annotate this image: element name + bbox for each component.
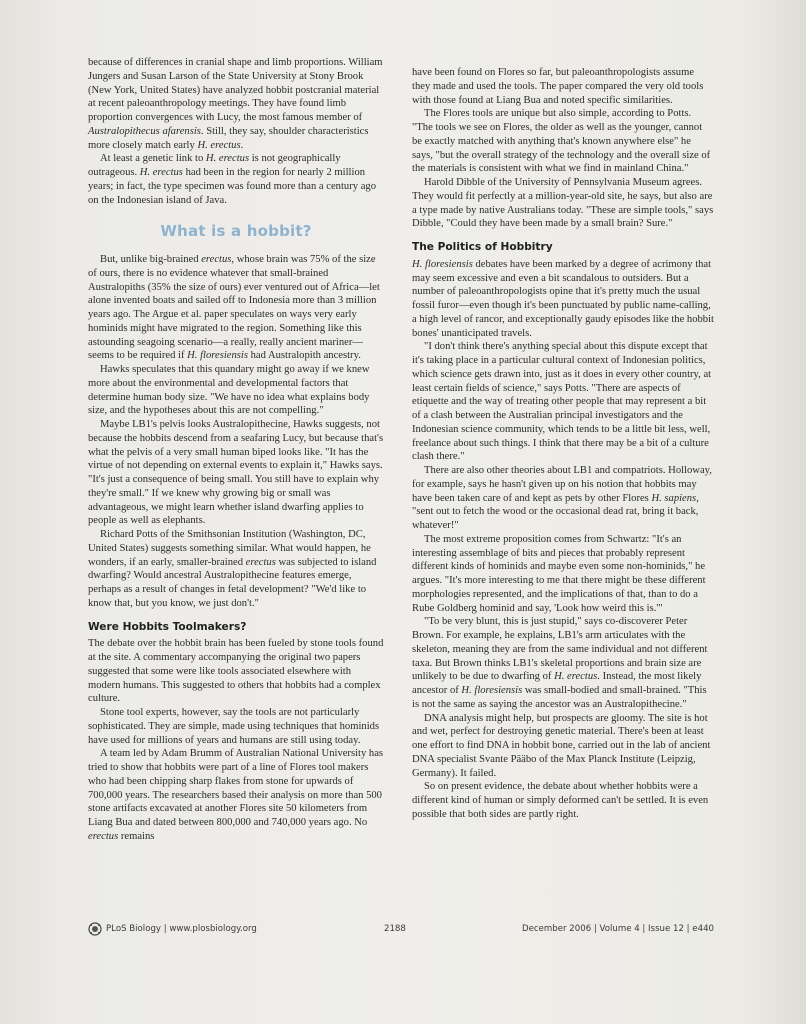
text-run: There are also other theories about LB1 and compatriots. Holloway, for example, says he hasn't given up on his notion that hobbits may have been taken care of and kept as pets by other Flores (412, 465, 712, 504)
paragraph: Maybe LB1's pelvis looks Australopithecine, Hawks suggests, not because the hobbits descend from a seafaring Lucy, but because that's what the pelvis of a very small human biped looks like. "It has the virtue of not depending on external events to explain it," Hawks says. "It's just a consequence of being small. You still have to explain why they're small." If we knew why growing big or small was advantageous, we might learn whether island dwarfing applies to people as well as elephants. (88, 419, 384, 527)
section-heading: The Politics of Hobbitry (412, 241, 553, 253)
paragraph: "I don't think there's anything special about this dispute except that it's taking place in a particular cultural context of Indonesian politics, which science gets drawn into, just as it does in every other country, at least certain fields of science," says Potts. "There are aspects of etiquette and the way of treating other people that may represent a bit of a clash between the Australian principal investigators and the Indonesian science community, which tends to be a little bit less, well, freelance about such things. I think that there may be a bit of a culture clash there." (412, 341, 712, 463)
paragraph (88, 152, 384, 207)
text-run: had Australopith ancestry. (247, 350, 361, 362)
page-footer (88, 922, 714, 938)
species-name: H. floresiensis (461, 685, 523, 696)
paragraph: have been found on Flores so far, but paleoanthropologists assume they made and used the tools. The paper compared the very old tools with those found at Liang Bua and noted specific similarities. (412, 67, 704, 106)
text-run: At least a genetic link to (100, 153, 206, 165)
footer-journal (88, 922, 257, 936)
text-run: . (240, 139, 244, 151)
species-name: H. erectus (197, 139, 241, 151)
text-run: A team led by Adam Brumm of Australian National University has tried to show that hobbits were part of a line of Flores tool makers who had been chipping sharp flakes from stone for upwards of 700,000 years. The researchers based their analysis on more than 500 stone artifacts excavated at another Flores site 50 kilometers from Liang Bua and dated between 800,000 and 740,000 years ago. No (88, 748, 384, 828)
paragraph: DNA analysis might help, but prospects are gloomy. The site is hot and wet, perfect for destroying genetic material. There's been at least one effort to find DNA in hobbit bone, carried out in the lab of ancient DNA specialist Svante Pääbo of the Max Planck Institute (Leipzig, Germany). It failed. (412, 712, 711, 779)
species-name: H. floresiensis (187, 350, 248, 362)
species-name: erectus (201, 254, 232, 265)
left-column (88, 56, 384, 844)
species-name: H. floresiensis (412, 258, 473, 270)
paragraph (88, 528, 384, 611)
paragraph: The debate over the hobbit brain has been fueled by stone tools found at the site. A commentary accompanying the original two papers suggested that some were like tools associated elsewhere with modern humans. This suggested to others that hobbits had a complex culture. (88, 638, 384, 705)
plos-logo-icon (88, 922, 102, 936)
paragraph: Hawks speculates that this quandary might go away if we knew more about the environmental and developmental factors that determine human body size. "We have no idea what explains body size, and the hypotheses about this are not compelling." (88, 364, 370, 417)
text-run: debates have been marked by a degree of acrimony that may seem excessive and even a bit scandalous to outsiders. But a number of paleoanthropologists opine that it's pretty much the usual fossil furor—even though it's been punctuated by public name-calling, a high level of rancor, and exceptionally gaudy episodes like the hobbit bones' unanticipated travels. (412, 258, 714, 339)
species-name: H. erectus (139, 167, 183, 178)
text-run: . Instead, the most likely ancestor of (412, 671, 702, 696)
text-run: "To be very blunt, this is just stupid," says co-discoverer Peter Brown. For example, he explains, LB1's arm articulates with the skeleton, meaning they are from the same individual and not different taxa. But Brown thinks LB1's skeletal proportions and brain size are unlikely to be due to dwarfing of (412, 616, 708, 683)
right-column (412, 66, 714, 822)
species-name: H. erectus (205, 153, 250, 165)
text-run: was subjected to island dwarfing? Would ancestral Australopithecine features emerge, perhaps as a result of changes in fetal development? "We'd like to know that, but you know, we just don't." (88, 556, 377, 609)
paragraph (412, 464, 714, 533)
paragraph: The Flores tools are unique but also simple, according to Potts. "The tools we see on Flores, the older as well as the younger, cannot be exactly matched with anything that's known anywhere else" he says, "but the overall strategy of the technology and the overall size of the materials is consistent with what we find in mainland China." (412, 108, 711, 175)
paragraph (88, 253, 384, 363)
paragraph (412, 615, 714, 711)
paragraph (88, 747, 384, 843)
box-heading: What is a hobbit? (160, 222, 312, 241)
paragraph: The most extreme proposition comes from Schwartz: "It's an interesting assemblage of bits and pieces that probably represent different kinds of hominids and maybe even some non-hominids," he argues. "It's more interesting to me that there might be these different morphologies represented, and the implications of that, than to do a Rube Goldberg hominid and say, 'Look how weird this is.'" (412, 533, 706, 614)
paragraph (412, 258, 714, 341)
text-run: because of differences in cranial shape and limb proportions. William Jungers and Susan Larson of the State University at Stony Brook (New York, United States) have analyzed hobbit postcranial material at recent paleoanthropology meetings. They have found limb proportion convergences with Lucy, the most famous member of (88, 57, 383, 123)
species-name: erectus (245, 556, 276, 568)
journal-name: PLoS Biology | www.plosbiology.org (106, 924, 257, 934)
text-run: , "sent out to fetch the wood or the occasional dead rat, bring it back, whatever!" (412, 492, 699, 531)
text-run: is not geographically outrageous. (88, 153, 341, 178)
text-run: was small-bodied and small-brained. "This is not the same as saying the ancestor was an Australopithecine." (412, 685, 707, 710)
species-name: Australopithecus afarensis (88, 125, 201, 137)
text-run: Richard Potts of the Smithsonian Institution (Washington, DC, United States) suggests something similar. What would happen, he wonders, if an early, smaller-brained (88, 529, 371, 568)
text-run: , whose brain was 75% of the size of ours, there is no evidence whatever that small-brained Australopiths (35% the size of ours) ever ventured out of Africa—let alone invented boats and sailed off to Indonesia more than 3 million years ago. The Argue et al. paper speculates on ways very early hominids might have migrated to the region. Something like this astounding seagoing scenario—a really, really ancient mariner—seems to be required if (88, 254, 380, 362)
paragraph: Harold Dibble of the University of Pennsylvania Museum agrees. They would fit perfectly at a million-year-old site, he says, but also are a type made by native Australians today. "These are simple tools," says Dibble, "Could they have been made by a small brain? Sure." (412, 177, 714, 230)
paragraph: So on present evidence, the debate about whether hobbits were a different kind of human or simply deformed can't be settled. It is even possible that both sides are partly right. (412, 781, 709, 820)
text-run: . Still, they say, shoulder characteristics more closely match early (88, 125, 369, 151)
page-number: 2188 (384, 924, 406, 934)
species-name: H. sapiens (651, 492, 697, 504)
paragraph: Stone tool experts, however, say the tools are not particularly sophisticated. They are simple, made using techniques that hominids have used for millions of years and humans are still using today. (88, 707, 380, 746)
issue-info: December 2006 | Volume 4 | Issue 12 | e440 (522, 924, 714, 934)
text-run: had been in the region for nearly 2 million years; in fact, the type specimen was found more than a century ago on the Indonesian island of Java. (88, 167, 376, 206)
section-heading: Were Hobbits Toolmakers? (88, 620, 247, 633)
paragraph (88, 56, 384, 152)
species-name: erectus (88, 830, 119, 842)
species-name: H. erectus (554, 671, 598, 683)
text-run: remains (118, 830, 155, 842)
text-run: But, unlike big-brained (100, 254, 202, 265)
